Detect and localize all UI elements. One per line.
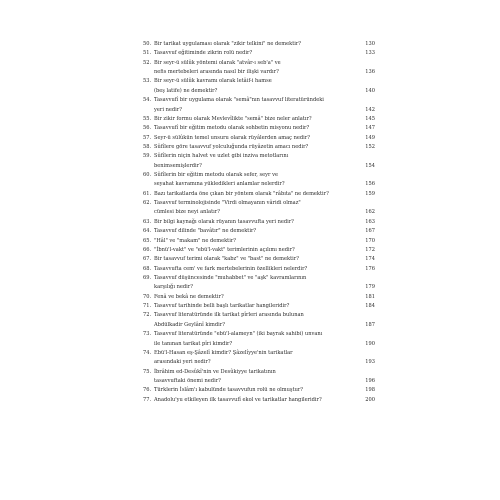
toc-line [143, 87, 375, 96]
toc-entry [143, 115, 375, 124]
toc-entry [143, 143, 375, 152]
entry-question-text: Tasavvufî bir eğitim metodu olarak sohbetin misyonu nedir? [154, 125, 310, 132]
entry-question-text: Anadolu'yu etkileyen ilk tasavvufî ekol ve tarikatlar hangileridir? [154, 396, 322, 403]
entry-number: 50. [143, 41, 152, 47]
entry-page-number: 140 [365, 87, 375, 94]
toc-line [143, 255, 375, 264]
toc-line [143, 180, 375, 189]
entry-page-number: 142 [365, 106, 375, 113]
entry-page-number: 130 [365, 41, 375, 47]
entry-number: 62. [143, 200, 152, 207]
toc-entry [143, 368, 375, 387]
entry-page-number: 196 [365, 377, 375, 384]
toc-line [143, 68, 375, 77]
toc-line [143, 274, 375, 283]
entry-question-text: Sûfîlerin bir eğitim metodu olarak sefer, seyr ve [154, 172, 278, 179]
toc-entry [143, 77, 375, 96]
entry-page-number: 198 [365, 387, 375, 394]
toc-entry [143, 255, 375, 264]
entry-page-number: 193 [365, 359, 375, 366]
entry-number: 68. [143, 265, 152, 272]
entry-number: 75. [143, 368, 152, 375]
entry-question-text: Ebü'l-Hasan eş-Şâzelî kimdir? Şâzelîyye'nin tarikatlar [154, 349, 293, 356]
entry-number: 63. [143, 218, 152, 225]
toc-line [143, 106, 375, 115]
toc-entry [143, 265, 375, 274]
entry-page-number: 174 [365, 256, 375, 263]
entry-page-number: 187 [365, 321, 375, 328]
entry-number: 71. [143, 303, 152, 310]
toc-entry [143, 386, 375, 395]
toc-line [143, 152, 375, 161]
toc-line [143, 199, 375, 208]
toc-entry [143, 237, 375, 246]
toc-entry [143, 96, 375, 115]
toc-line [143, 302, 375, 311]
entry-number: 53. [143, 78, 152, 85]
entry-number: 55. [143, 115, 152, 122]
entry-question-text: "Hâl" ve "makam" ne demektir? [154, 237, 237, 244]
toc-entry [143, 49, 375, 58]
entry-number: 54. [143, 97, 152, 104]
toc-line [143, 340, 375, 349]
entry-question-text: Tasavvuf terminolojisinde "Virdi olmayanın vâridi olmaz" [154, 200, 301, 207]
entry-page-number: 181 [365, 293, 375, 300]
toc-line [143, 237, 375, 246]
entry-question-text: Türklerin İslâm'ı kabulünde tasavvufun rolü ne olmuştur? [154, 387, 304, 394]
entry-question-text: karşılığı nedir? [154, 284, 193, 291]
toc-entry [143, 134, 375, 143]
entry-question-text: tasavvuftaki önemi nedir? [154, 377, 221, 384]
toc-line [143, 368, 375, 377]
toc-line [143, 77, 375, 86]
entry-question-text: benimsemişlerdir? [154, 162, 202, 169]
toc-line [143, 190, 375, 199]
toc-line [143, 349, 375, 358]
entry-question-text: "İbnü'l-vakt" ve "ebü'l-vakt" terimlerinin açılımı nedir? [154, 246, 295, 253]
toc-line [143, 396, 375, 405]
entry-number: 74. [143, 349, 152, 356]
entry-question-text: Fenâ ve bekâ ne demektir? [154, 293, 224, 300]
entry-question-text: Seyr-ü sülûkün temel unsuru olarak rüyâlerden amaç nedir? [154, 134, 310, 141]
entry-question-text: Tasavvufta cem' ve fark mertebelerinin özellikleri nelerdir? [154, 265, 308, 272]
entry-question-text: Tasavvuf dilinde "bavâtır" ne demektir? [154, 228, 257, 235]
entry-question-text: Bir bilgi kaynağı olarak rüyanın tasavvufta yeri nedir? [154, 218, 294, 225]
toc-entry [143, 302, 375, 311]
toc-entry [143, 152, 375, 171]
entry-number: 69. [143, 274, 152, 281]
entry-page-number: 156 [365, 181, 375, 188]
entry-number: 72. [143, 312, 152, 319]
toc-entry [143, 199, 375, 218]
entry-number: 60. [143, 172, 152, 179]
entry-number: 61. [143, 190, 152, 197]
entry-page-number: 179 [365, 284, 375, 291]
entry-question-text: Abdülkadir Geylânî kimdir? [154, 321, 225, 328]
entry-question-text: Sûfîlere göre tasavvuf yolculuğunda rüyâzetin amacı nedir? [154, 143, 309, 150]
entry-page-number: 136 [365, 69, 375, 76]
toc-line [143, 59, 375, 68]
toc-line [143, 321, 375, 330]
toc-entry [143, 227, 375, 236]
toc-line [143, 311, 375, 320]
entry-number: 57. [143, 134, 152, 141]
toc-line [143, 162, 375, 171]
toc-entry [143, 218, 375, 227]
entry-number: 65. [143, 237, 152, 244]
toc-line [143, 358, 375, 367]
entry-page-number: 184 [365, 303, 375, 310]
entry-page-number: 167 [365, 228, 375, 235]
entry-page-number: 162 [365, 209, 375, 216]
entry-number: 70. [143, 293, 152, 300]
entry-number: 59. [143, 153, 152, 160]
entry-question-text: Bir seyr-ü sülûk yöntemi olarak "atvâr-ı seb'a" ve [154, 59, 281, 66]
toc-line [143, 218, 375, 227]
entry-page-number: 133 [365, 50, 375, 57]
entry-question-text: Bir tarikat uygulaması olarak "zikir telkini" ne demektir? [154, 41, 302, 47]
toc-entry [143, 396, 375, 405]
entry-page-number: 190 [365, 340, 375, 347]
toc-entry [143, 40, 375, 49]
entry-question-text: Tasavvuf literatüründe "ebü'l-alameyn" (iki bayrak sahibi) unvanı [154, 331, 323, 338]
toc-line [143, 265, 375, 274]
entry-number: 58. [143, 143, 152, 150]
toc-line [143, 40, 375, 49]
toc-line [143, 330, 375, 339]
toc-line [143, 386, 375, 395]
entry-question-text: nefis mertebeleri arasında nasıl bir ilişki vardır? [154, 69, 279, 76]
table-of-contents [143, 40, 375, 405]
toc-line [143, 143, 375, 152]
entry-page-number: 147 [365, 125, 375, 132]
entry-question-text: Tasavvuf düşüncesinde "muhabbet" ve "aşk" kavramlarının [154, 274, 307, 281]
entry-question-text: İbrâhim ed-Desûkî'nin ve Desûkiyye tarikatının [154, 368, 276, 375]
toc-entry [143, 190, 375, 199]
entry-question-text: (beş latife) ne demektir? [154, 87, 218, 94]
toc-entry [143, 311, 375, 330]
toc-entry [143, 293, 375, 302]
entry-page-number: 149 [365, 134, 375, 141]
entry-question-text: Tasavvufî bir uygulama olarak "semâ"nın tasavvuf literatüründeki [154, 97, 324, 104]
toc-line [143, 283, 375, 292]
toc-entry [143, 274, 375, 293]
entry-number: 67. [143, 256, 152, 263]
entry-question-text: Bir zikir formu olarak Mevlevîlikte "semâ" bize neler anlatır? [154, 115, 312, 122]
entry-number: 77. [143, 396, 152, 403]
toc-line [143, 49, 375, 58]
entry-question-text: arasındaki yeri nedir? [154, 359, 211, 366]
toc-line [143, 96, 375, 105]
toc-entry [143, 59, 375, 78]
entry-question-text: Bazı tarikatlarda öne çıkan bir yöntem olarak "râbıta" ne demektir? [154, 190, 329, 197]
entry-number: 56. [143, 125, 152, 132]
entry-page-number: 159 [365, 190, 375, 197]
entry-question-text: cümlesi bize neyi anlatır? [154, 209, 220, 216]
entry-number: 73. [143, 331, 152, 338]
toc-line [143, 227, 375, 236]
entry-question-text: Sûfîlerin niçin halvet ve uzlet gibi inziva metotlarını [154, 153, 289, 160]
entry-number: 66. [143, 246, 152, 253]
entry-page-number: 172 [365, 246, 375, 253]
entry-page-number: 163 [365, 218, 375, 225]
entry-question-text: seyahat kavramına yükledikleri anlamlar nelerdir? [154, 181, 285, 188]
entry-question-text: Tasavvuf eğitiminde zikrin rolü nedir? [154, 50, 253, 57]
toc-entry [143, 330, 375, 349]
entry-number: 64. [143, 228, 152, 235]
entry-page-number: 200 [365, 396, 375, 403]
entry-number: 51. [143, 50, 152, 57]
entry-question-text: yeri nedir? [154, 106, 182, 113]
toc-line [143, 171, 375, 180]
toc-entry [143, 349, 375, 368]
toc-line [143, 124, 375, 133]
toc-line [143, 246, 375, 255]
toc-line [143, 377, 375, 386]
entry-question-text: Tasavvuf tarihinde belli başlı tarikatlar hangileridir? [154, 303, 290, 310]
toc-entry [143, 246, 375, 255]
entry-page-number: 152 [365, 143, 375, 150]
toc-line [143, 134, 375, 143]
entry-question-text: Bir seyr-ü sülûk kavramı olarak letâif-i hamse [154, 78, 272, 85]
toc-line [143, 293, 375, 302]
entry-page-number: 170 [365, 237, 375, 244]
entry-question-text: Tasavvuf literatüründe ilk tarikat pîrleri arasında bulunan [154, 312, 304, 319]
entry-page-number: 154 [365, 162, 375, 169]
entry-number: 52. [143, 59, 152, 66]
toc-line [143, 208, 375, 217]
entry-question-text: Bir tasavvuf terimi olarak "kabz" ve "bast" ne demektir? [154, 256, 299, 263]
entry-page-number: 145 [365, 115, 375, 122]
entry-number: 76. [143, 387, 152, 394]
toc-entry [143, 124, 375, 133]
entry-question-text: ile tanınan tarikat pîri kimdir? [154, 340, 233, 347]
toc-line [143, 115, 375, 124]
toc-entry [143, 171, 375, 190]
entry-page-number: 176 [365, 265, 375, 272]
